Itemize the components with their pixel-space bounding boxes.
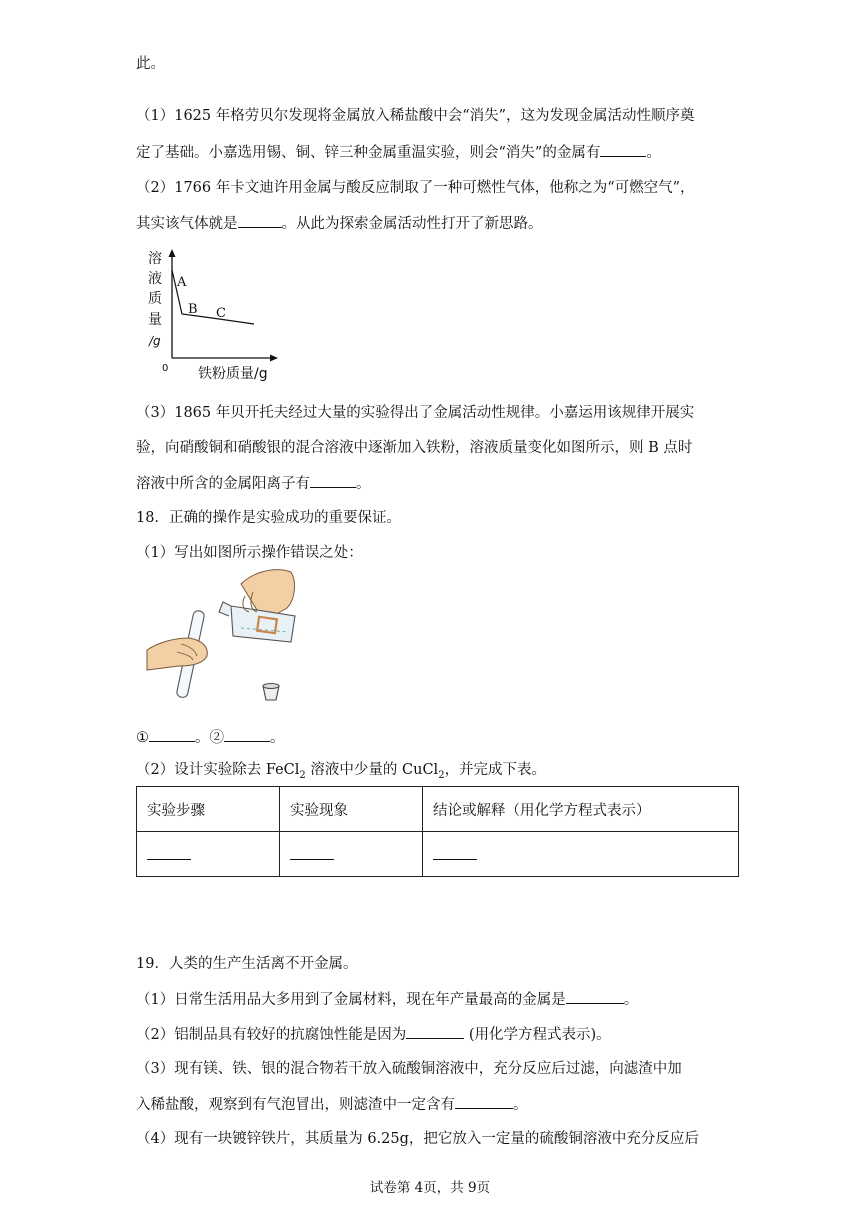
ylabel-unit: /g — [149, 334, 161, 348]
q18-part2: （2）设计实验除去 FeCl$_2$ 溶液中少量的 CuCl$_2$，并完成下表。 — [136, 762, 547, 781]
q17-part3-line3: 溶液中所含的金属阳离子有 。 — [136, 473, 371, 494]
q19-title: 19．人类的生产生活离不开金属。 — [136, 956, 358, 972]
x-axis-arrow — [270, 355, 278, 362]
answer-blank[interactable] — [406, 1024, 464, 1039]
q18-part1: （1）写出如图所示操作错误之处： — [136, 545, 363, 561]
q17-part3-line2: 验，向硝酸铜和硝酸银的混合溶液中逐渐加入铁粉，溶液质量变化如图所示，则 B 点时 — [136, 440, 693, 456]
table-header-cell: 结论或解释（用化学方程式表示） — [423, 787, 739, 832]
hand-left-icon — [147, 638, 207, 670]
q19-part2: （2）铝制品具有较好的抗腐蚀性能是因为 (用化学方程式表示)。 — [136, 1024, 611, 1045]
answer-blank[interactable] — [290, 845, 334, 860]
q19-part1: （1）日常生活用品大多用到了金属材料，现在年产量最高的金属是 。 — [136, 989, 638, 1010]
experiment-table — [136, 786, 739, 877]
q17-part2-line2: 其实该气体就是 。从此为探索金属活动性打开了新思路。 — [136, 213, 543, 234]
solution-mass-chart — [144, 246, 284, 386]
ylabel-char: 溶 — [148, 251, 162, 267]
table-cell — [280, 832, 423, 877]
table-header-row — [137, 787, 739, 832]
q17-part1-line2: 定了基础。小嘉选用锡、铜、锌三种金属重温实验，则会“消失”的金属有 。 — [136, 142, 661, 163]
q19-part4-line1: （4）现有一块镀锌铁片，其质量为 6.25g，把它放入一定量的硫酸铜溶液中充分反应后 — [136, 1131, 699, 1147]
table-cell — [423, 832, 739, 877]
answer-blank[interactable] — [566, 989, 624, 1004]
q18-title: 18．正确的操作是实验成功的重要保证。 — [136, 510, 401, 526]
ylabel-char: 量 — [148, 312, 162, 328]
text-line: 此。 — [136, 56, 165, 72]
answer-blank[interactable] — [310, 473, 356, 488]
ylabel-char: 质 — [148, 291, 162, 307]
answer-blank[interactable] — [147, 845, 191, 860]
point-label-a: A — [177, 275, 187, 290]
answer-blank[interactable] — [600, 142, 646, 157]
table-row — [137, 832, 739, 877]
page-footer: 试卷第 4页，共 9页 — [369, 1180, 491, 1196]
xlabel: 铁粉质量/g — [198, 366, 268, 382]
q18-part1-answers: ① 。② 。 — [136, 727, 285, 748]
ylabel-char: 液 — [148, 271, 162, 287]
answer-blank[interactable] — [224, 727, 270, 742]
origin-label: 0 — [162, 363, 169, 374]
point-label-c: C — [216, 306, 226, 321]
table-header-cell: 实验现象 — [280, 787, 423, 832]
q17-part3-line1: （3）1865 年贝开托夫经过大量的实验得出了金属活动性规律。小嘉运用该规律开展实 — [136, 405, 695, 421]
pouring-operation-illustration — [145, 566, 305, 712]
q17-part1-line1: （1）1625 年格劳贝尔发现将金属放入稀盐酸中会“消失”，这为发现金属活动性顺序奠 — [136, 108, 695, 124]
q19-part3-line2: 入稀盐酸，观察到有气泡冒出，则滤渣中一定含有 。 — [136, 1094, 528, 1115]
y-axis-arrow — [169, 249, 176, 257]
point-label-b: B — [188, 302, 198, 317]
answer-blank[interactable] — [433, 845, 477, 860]
q17-part2-line1: （2）1766 年卡文迪许用金属与酸反应制取了一种可燃性气体，他称之为“可燃空气”， — [136, 180, 695, 196]
answer-blank[interactable] — [455, 1094, 513, 1109]
table-header-cell: 实验步骤 — [137, 787, 280, 832]
answer-blank[interactable] — [238, 213, 282, 228]
table-cell — [137, 832, 280, 877]
reagent-bottle-icon — [231, 606, 295, 642]
answer-blank[interactable] — [149, 727, 195, 742]
q19-part3-line1: （3）现有镁、铁、银的混合物若干放入硫酸铜溶液中，充分反应后过滤，向滤渣中加 — [136, 1061, 682, 1077]
